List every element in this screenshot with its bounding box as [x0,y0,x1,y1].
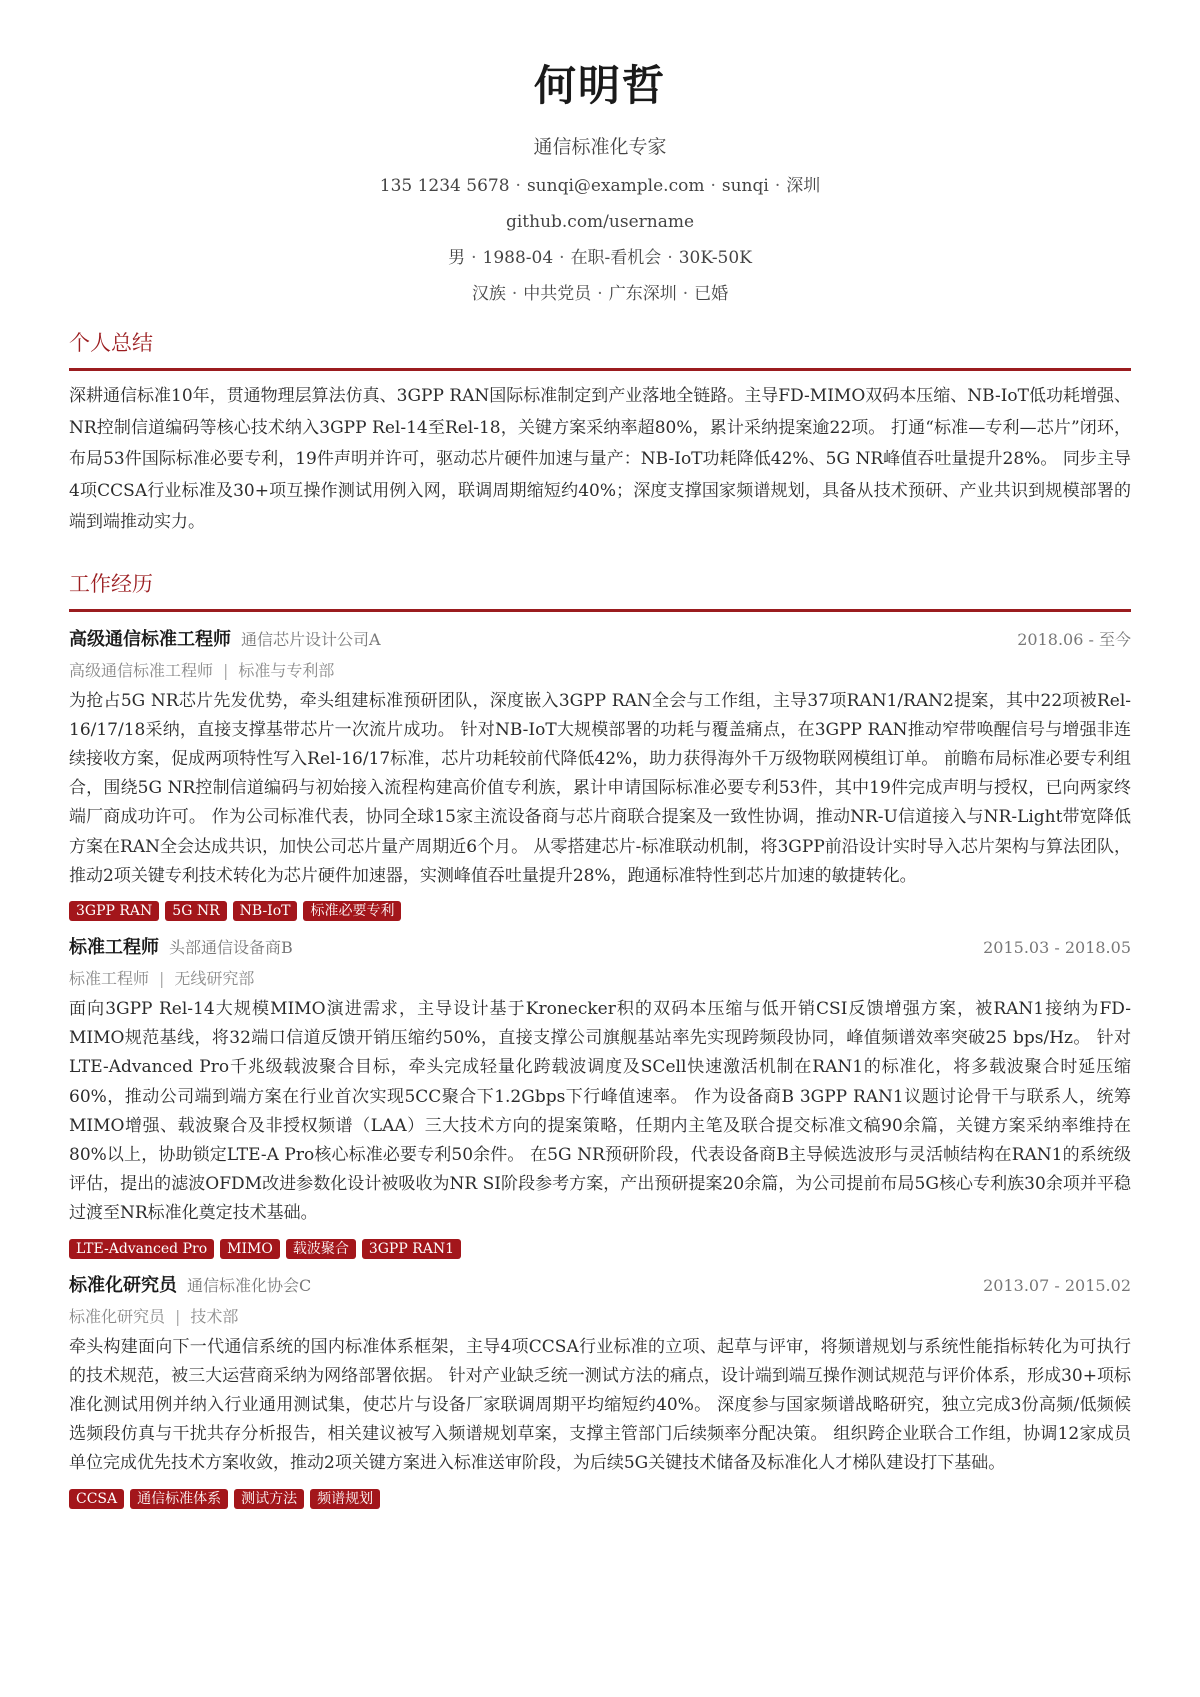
birth-date: 1988-04 [482,248,554,268]
summary-section [69,328,1131,539]
job-header [69,626,1131,654]
divider: | [175,1306,181,1326]
job-date: 2018.06 - 至今 [1017,629,1131,649]
job-department: 技术部 [190,1306,239,1326]
job-date: 2013.07 - 2015.02 [983,1275,1131,1295]
wechat: sunqi [721,176,769,196]
divider: | [223,660,229,680]
email-link[interactable]: sunqi@example.com [526,176,705,196]
job-header [69,934,1131,962]
separator: · [511,284,518,304]
separator: · [471,248,477,268]
job-position: 高级通信标准工程师 [69,660,214,680]
job-company: 通信标准化协会C [187,1275,312,1295]
separator: · [597,284,603,304]
salary-range: 30K-50K [678,248,752,268]
candidate-name: 何明哲 [533,61,666,110]
marital-status: 已婚 [694,284,729,304]
job-position: 标准化研究员 [69,1306,166,1326]
job-header [69,1272,1131,1300]
job-department: 无线研究部 [174,968,255,988]
job-description: 面向3GPP Rel-14大规模MIMO演进需求，主导设计基于Kronecker积的双码本压缩与低开销CSI反馈增强方案，被RAN1接纳为FD-MIMO规范基线，将32端口信道反馈开销压缩约50%，直接支撑公司旗舰基站率先实现跨频段协同，峰值频谱效率突破25 bps/Hz。 针对LTE-Advanced Pro千兆级载波聚合目标，牵头完成轻量化跨载波调度及SCell快速激活机制在RAN1的标准化，将多载波聚合时延压缩60%，推动公司端到端方案在行业首次实现5CC聚合下1.2Gbps下行峰值速率。 作为设备商B 3GPP RAN1议题讨论骨干与联系人，统筹MIMO增强、载波聚合及非授权频谱（LAA）三大技术方向的提案策略，任期内主笔及联合提交标准文稿90余篇，关键方案采纳率维持在80%以上，协助锁定LTE-A Pro核心标准必要专利50余件。 在5G NR预研阶段，代表设备商B主导候选波形与灵活帧结构在RAN1的系统级评估，提出的滤波OFDM改进参数化设计被吸收为NR SI阶段参考方案，产出预研提案20余篇，为公司提前布局5G核心专利族30余项并平稳过渡至NR标准化奠定技术基础。 [69,998,1131,1224]
job-date: 2015.03 - 2018.05 [983,937,1131,957]
skill-tag: 3GPP RAN1 [362,1239,461,1259]
job-tags [69,901,1131,921]
job-company: 头部通信设备商B [169,937,293,957]
job-role: 标准化研究员 [69,1274,177,1296]
github-line [69,210,1131,234]
job-description: 牵头构建面向下一代通信系统的国内标准体系框架，主导4项CCSA行业标准的立项、起草与评审，将频谱规划与系统性能指标转化为可执行的技术规范，被三大运营商采纳为网络部署依据。 针对产业缺乏统一测试方法的痛点，设计端到端互操作测试规范与评价体系，形成30+项标准化测试用例并纳入行业通用测试集，使芯片与设备厂家联调周期平均缩短约40%。 深度参与国家频谱战略研究，独立完成3份高频/低频候选频段仿真与干扰共存分析报告，相关建议被写入频谱规划草案，支撑主管部门后续频率分配决策。 组织跨企业联合工作组，协调12家成员单位完成优先技术方案收敛，推动2项关键方案进入标准送审阶段，为后续5G关键技术储备及标准化人才梯队建设打下基础。 [69,1336,1131,1474]
job-entry [69,934,1131,1259]
separator: · [710,176,716,196]
skill-tag: 5G NR [165,901,226,921]
candidate-title: 通信标准化专家 [533,136,667,158]
job-subtitle [69,659,1131,683]
skill-tag: 载波聚合 [286,1239,356,1259]
job-department: 标准与专利部 [238,660,335,680]
resume-header [69,0,1131,306]
phone: 135 1234 5678 [379,176,510,196]
github-link[interactable]: github.com/username [505,212,695,232]
skill-tag: 测试方法 [234,1489,304,1509]
summary-text: 深耕通信标准10年，贯通物理层算法仿真、3GPP RAN国际标准制定到产业落地全链路。主导FD-MIMO双码本压缩、NB-IoT低功耗增强、NR控制信道编码等核心技术纳入3GPP Rel-14至Rel-18，关键方案采纳率超80%，累计采纳提案逾22项。 打通“标准—专利—芯片”闭环，布局53件国际标准必要专利，19件声明并许可，驱动芯片硬件加速与量产：NB-IoT功耗降低42%、5G NR峰值吞吐量提升28%。 同步主导4项CCSA行业标准及30+项互操作测试用例入网，联调周期缩短约40%；深度支撑国家频谱规划，具备从技术预研、产业共识到规模部署的端到端推动实力。 [69,386,1131,532]
job-entry [69,626,1131,921]
gender: 男 [448,248,466,268]
separator: · [559,248,565,268]
job-description: 为抢占5G NR芯片先发优势，牵头组建标准预研团队，深度嵌入3GPP RAN全会与工作组，主导37项RAN1/RAN2提案，其中22项被Rel-16/17/18采纳，直接支撑基带芯片一次流片成功。 针对NB-IoT大规模部署的功耗与覆盖痛点，在3GPP RAN推动窄带唤醒信号与增强非连续接收方案，促成两项特性写入Rel-16/17标准，芯片功耗较前代降低42%，助力获得海外千万级物联网模组订单。 前瞻布局标准必要专利组合，围绕5G NR控制信道编码与初始接入流程构建高价值专利族，累计申请国际标准必要专利53件，其中19件完成声明与授权，已向两家终端厂商成功许可。 作为公司标准代表，协同全球15家主流设备商与芯片商联合提案及一致性协调，推动NR-U信道接入与NR-Light带宽降低方案在RAN全会达成共识，加快公司芯片量产周期近6个月。 从零搭建芯片-标准联动机制，将3GPP前沿设计实时导入芯片架构与算法团队，推动2项关键专利技术转化为芯片硬件加速器，实测峰值吞吐量提升28%，跑通标准特性到芯片加速的敏捷转化。 [69,690,1131,886]
separator: · [774,176,781,196]
job-tags [69,1239,1131,1259]
skill-tag: 频谱规划 [310,1489,380,1509]
contact-line [69,174,1131,198]
work-section [69,569,1131,1509]
separator: · [515,176,521,196]
hometown: 广东深圳 [608,284,677,304]
section-title-work: 工作经历 [69,569,1131,612]
job-company: 通信芯片设计公司A [241,629,381,649]
job-subtitle [69,967,1131,991]
ethnicity: 汉族 [471,284,506,304]
skill-tag: 标准必要专利 [303,901,401,921]
political-status: 中共党员 [523,284,592,304]
personal-info-line [69,282,1131,306]
skill-tag: 3GPP RAN [69,901,159,921]
section-title-summary: 个人总结 [69,328,1131,371]
job-subtitle [69,1305,1131,1329]
skill-tag: LTE-Advanced Pro [69,1239,214,1259]
skill-tag: NB-IoT [233,901,298,921]
basic-info-line [69,246,1131,270]
divider: | [159,968,165,988]
city: 深圳 [786,176,821,196]
job-role: 高级通信标准工程师 [69,628,231,650]
job-role: 标准工程师 [69,936,159,958]
job-tags [69,1489,1131,1509]
separator: · [667,248,673,268]
skill-tag: 通信标准体系 [130,1489,228,1509]
job-position: 标准工程师 [69,968,150,988]
skill-tag: MIMO [220,1239,280,1259]
job-entry [69,1272,1131,1509]
separator: · [682,284,689,304]
skill-tag: CCSA [69,1489,124,1509]
job-status: 在职-看机会 [570,248,662,268]
